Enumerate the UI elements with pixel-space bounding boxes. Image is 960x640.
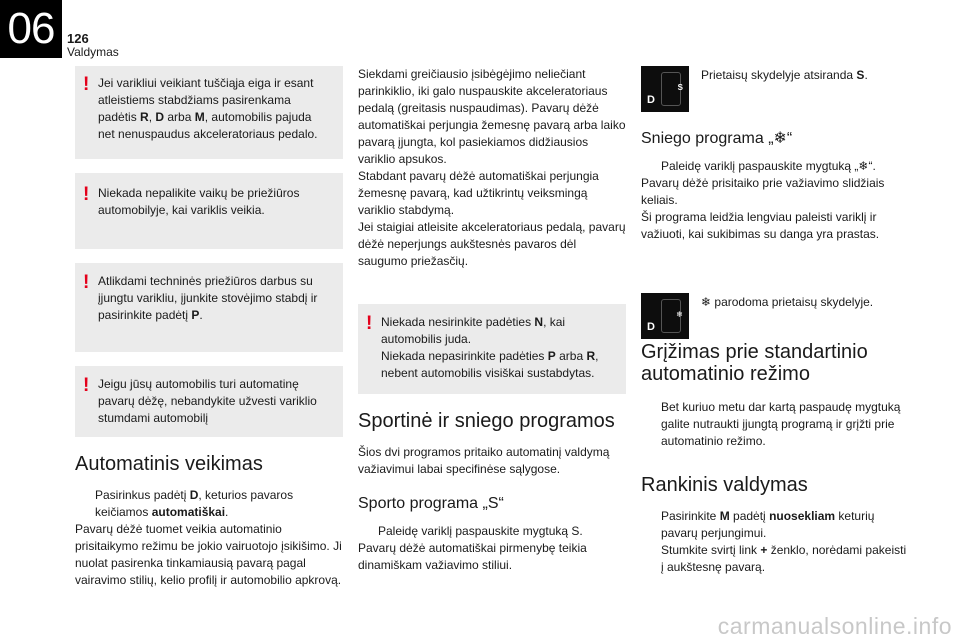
warning-text: Atlikdami techninės priežiūros darbus su įjungtu varikliu, įjunkite stovėjimo stabdį ir pasirinkite padėtį P. <box>98 274 318 322</box>
display-gear-indicator: D <box>647 94 655 106</box>
warning-icon: ! <box>83 74 90 95</box>
warning-text: Niekada nesirinkite padėties N, kai automobilis juda. Niekada nepasirinkite padėties P arba R, nebent automobilis visiškai sustabdytas. <box>381 315 599 380</box>
display-snow-caption: ❄ parodoma prietaisų skydelyje. <box>701 295 874 309</box>
warning-box-maintenance <box>75 263 343 352</box>
paragraph-sport: Pavarų dėžė automatiškai pirmenybę teikia dinamiškam važiavimo stiliui. <box>358 541 587 572</box>
display-sport-caption: Prietaisų skydelyje atsiranda S. <box>701 68 868 82</box>
section-name: Valdymas <box>67 45 119 59</box>
bullet-sport: Paleidę variklį paspauskite mygtuką S. <box>378 524 583 538</box>
heading-snow-program: Sniego programa „❄“ <box>641 130 793 147</box>
heading-sport-program: Sporto programa „S“ <box>358 495 504 512</box>
bullet-return: Bet kuriuo metu dar kartą paspaudę mygtuką galite nutraukti įjungtą programą ir grįžti prie automatinio režimo. <box>661 400 901 448</box>
warning-icon: ! <box>83 184 90 205</box>
display-snow-row <box>641 293 909 339</box>
warning-box-roll <box>75 66 343 159</box>
paragraph-braking: Stabdant pavarų dėžė automatiškai perjungia žemesnę pavarą, kad užtikrintų veiksmingą variklio stabdymą. <box>358 169 599 217</box>
dashboard-display-snow <box>641 293 689 339</box>
warning-box-neutral <box>358 304 626 394</box>
bullet-manual-upshift: Stumkite svirtį link + ženklo, norėdami pakeisti į aukštesnę pavarą. <box>661 543 907 574</box>
paragraph-adaptive: Pavarų dėžė tuomet veikia automatinio prisitaikymo režimu be jokio vairuotojo įsikišimo. Ji nuolat pasirenka tinkamiausią pavarą pagal vairavimo stilių, kelio profilį ir automobilio apkrovą. <box>75 522 342 587</box>
snowflake-icon: ❄ <box>676 310 683 319</box>
paragraph-snow-benefit: Ši programa leidžia lengviau paleisti variklį ir važiuoti, kai sukibimas su danga yra prastas. <box>641 210 880 241</box>
warning-box-push-start <box>75 366 343 437</box>
paragraph-programs-intro: Šios dvi programos pritaiko automatinį valdymą važiavimui labai specifinėse sąlygose. <box>358 445 610 476</box>
page-number: 126 <box>67 31 89 46</box>
dashboard-display-sport <box>641 66 689 112</box>
display-mode-indicator: S <box>677 83 683 92</box>
heading-return-standard: Grįžimas prie standartinio automatinio režimo <box>641 341 868 385</box>
warning-box-children <box>75 173 343 249</box>
warning-icon: ! <box>366 313 373 334</box>
chapter-tab: 06 <box>0 0 62 58</box>
watermark: carmanualsonline.info <box>717 613 952 639</box>
heading-automatic-operation: Automatinis veikimas <box>75 453 263 475</box>
display-gear-indicator: D <box>647 321 655 333</box>
column-right <box>641 66 909 576</box>
heading-manual-operation: Rankinis valdymas <box>641 474 808 496</box>
display-sport-row <box>641 66 909 112</box>
warning-text: Jei varikliui veikiant tuščiąja eiga ir esant atleistiems stabdžiams pasirenkama padėtis R, D arba M, automobilis pajuda net nenuspaudus akceleratoriaus pedalo. <box>98 76 318 141</box>
column-middle <box>358 66 626 574</box>
bullet-manual-sequential: Pasirinkite M padėtį nuosekliam keturių pavarų perjungimui. <box>661 509 875 540</box>
paragraph-kickdown: Siekdami greičiausio įsibėgėjimo neliečiant parinkiklio, iki galo nuspauskite akceleratoriaus pedalą (greitasis nuspaudimas). Pavarų dėžė automatiškai perjungia žemesnę pavarą arba laiko pavarą įjungta, kol pasiekiamos didžiausios variklio apsukos. <box>358 67 626 166</box>
warning-text: Jeigu jūsų automobilis turi automatinę pavarų dėžę, nebandykite užvesti variklio stumdami automobilį <box>98 377 317 425</box>
bullet-automatic: Pasirinkus padėtį D, keturios pavaros keičiamos automatiškai. <box>95 488 294 519</box>
warning-text: Niekada nepalikite vaikų be priežiūros automobilyje, kai variklis veikia. <box>98 186 300 217</box>
warning-icon: ! <box>83 272 90 293</box>
bullet-snow: Paleidę variklį paspauskite mygtuką „❄“. <box>661 159 876 173</box>
warning-icon: ! <box>83 375 90 396</box>
paragraph-snow-adapt: Pavarų dėžė prisitaiko prie važiavimo slidžiais keliais. <box>641 176 885 207</box>
paragraph-release: Jei staigiai atleisite akceleratoriaus pedalą, pavarų dėžė neperjungs aukštesnės pavaros dėl saugumo priežasčių. <box>358 220 626 268</box>
heading-sport-snow: Sportinė ir sniego programos <box>358 410 615 432</box>
column-left <box>75 66 343 589</box>
